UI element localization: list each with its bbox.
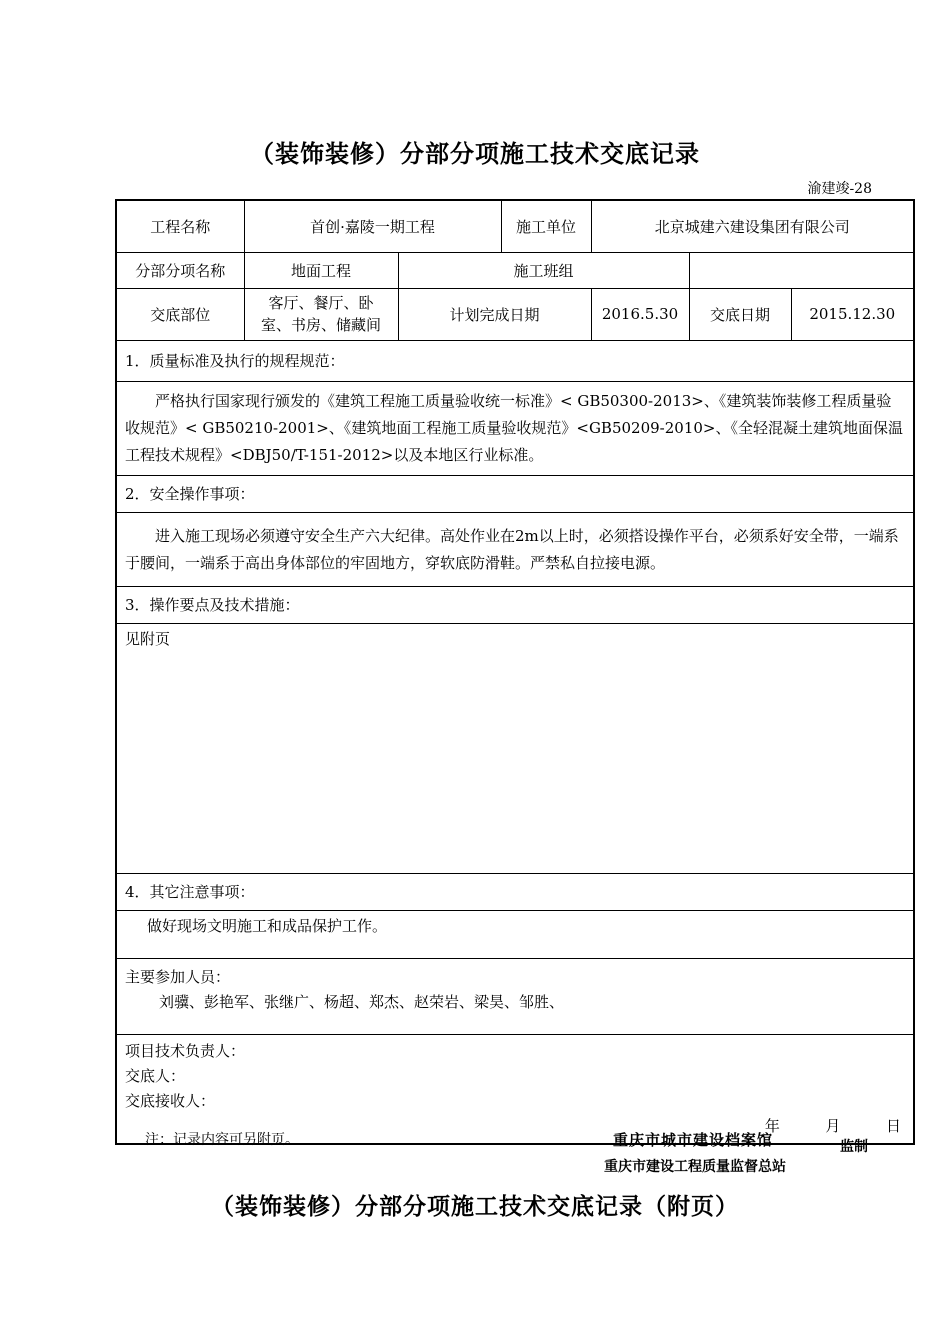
section2-heading-row — [116, 475, 914, 512]
location-value: 客厅、餐厅、卧室、书房、储藏间 — [244, 288, 398, 340]
disclosure-date-label: 交底日期 — [689, 288, 791, 340]
section1-heading-row — [116, 340, 914, 381]
planned-date-label: 计划完成日期 — [398, 288, 591, 340]
section4-body-row — [116, 910, 914, 958]
tech-lead-label: 项目技术负责人： — [125, 1041, 246, 1060]
quality-standards-heading: 1．质量标准及执行的规程规范： — [116, 340, 914, 381]
project-row — [116, 200, 914, 252]
archive-org: 重庆市城市建设档案馆 — [613, 1131, 774, 1149]
footer-note: 注：记录内容可另附页。 — [145, 1132, 299, 1148]
construction-unit-label: 施工单位 — [501, 200, 591, 252]
team-value — [689, 252, 914, 288]
discloser-label: 交底人： — [125, 1066, 186, 1085]
supervision-org: 重庆市建设工程质量监督总站 — [604, 1159, 786, 1175]
section1-body-row — [116, 381, 914, 475]
document-number: 渝建竣-28 — [807, 181, 872, 197]
operation-points-heading: 3．操作要点及技术措施： — [116, 586, 914, 623]
section4-heading-row — [116, 873, 914, 910]
day-label: 日 — [886, 1116, 902, 1135]
year-label: 年 — [764, 1116, 780, 1135]
section3-body-row — [116, 623, 914, 873]
part-name-label: 分部分项名称 — [116, 252, 244, 288]
appendix-title: （装饰装修）分部分项施工技术交底记录（附页） — [211, 1193, 739, 1220]
location-row — [116, 288, 914, 340]
participants-names: 刘骥、彭艳军、张继广、杨超、郑杰、赵荣岩、梁昊、邹胜、 — [159, 992, 565, 1011]
signoff-cell — [116, 1034, 914, 1144]
disclosure-form — [115, 199, 915, 1145]
month-label: 月 — [825, 1116, 841, 1135]
section2-body-row — [116, 512, 914, 586]
construction-unit-value: 北京城建六建设集团有限公司 — [591, 200, 914, 252]
participants-label: 主要参加人员： — [125, 967, 231, 986]
section3-heading-row — [116, 586, 914, 623]
project-name-value: 首创·嘉陵一期工程 — [244, 200, 501, 252]
participants-row — [116, 958, 914, 1034]
participants-cell — [116, 958, 914, 1034]
project-name-label: 工程名称 — [116, 200, 244, 252]
safety-heading: 2．安全操作事项： — [116, 475, 914, 512]
part-name-value: 地面工程 — [244, 252, 398, 288]
team-label: 施工班组 — [398, 252, 689, 288]
quality-standards-text: 严格执行国家现行颁发的《建筑工程施工质量验收统一标准》< GB50300-2013>、《建筑装饰装修工程质量验收规范》< GB50210-2001>、《建筑地面工程施工质量验收规范》<GB50209-2010>、《全轻混凝土建筑地面保温工程技术规程》<DBJ50/T-151-2012>以及本地区行业标准。 — [116, 381, 914, 475]
planned-date-value: 2016.5.30 — [591, 288, 689, 340]
operation-points-text: 见附页 — [116, 623, 914, 873]
location-label: 交底部位 — [116, 288, 244, 340]
supervise-label: 监制 — [840, 1139, 868, 1155]
signoff-row — [116, 1034, 914, 1144]
disclosure-date-value: 2015.12.30 — [791, 288, 914, 340]
safety-text: 进入施工现场必须遵守安全生产六大纪律。高处作业在2m以上时，必须搭设操作平台，必须系好安全带，一端系于腰间，一端系于高出身体部位的牢固地方，穿软底防滑鞋。严禁私自拉接电源。 — [116, 512, 914, 586]
page-title: （装饰装修）分部分项施工技术交底记录 — [250, 139, 700, 168]
other-notes-heading: 4．其它注意事项： — [116, 873, 914, 910]
receiver-label: 交底接收人： — [125, 1091, 216, 1110]
part-row — [116, 252, 914, 288]
other-notes-text: 做好现场文明施工和成品保护工作。 — [116, 910, 914, 958]
